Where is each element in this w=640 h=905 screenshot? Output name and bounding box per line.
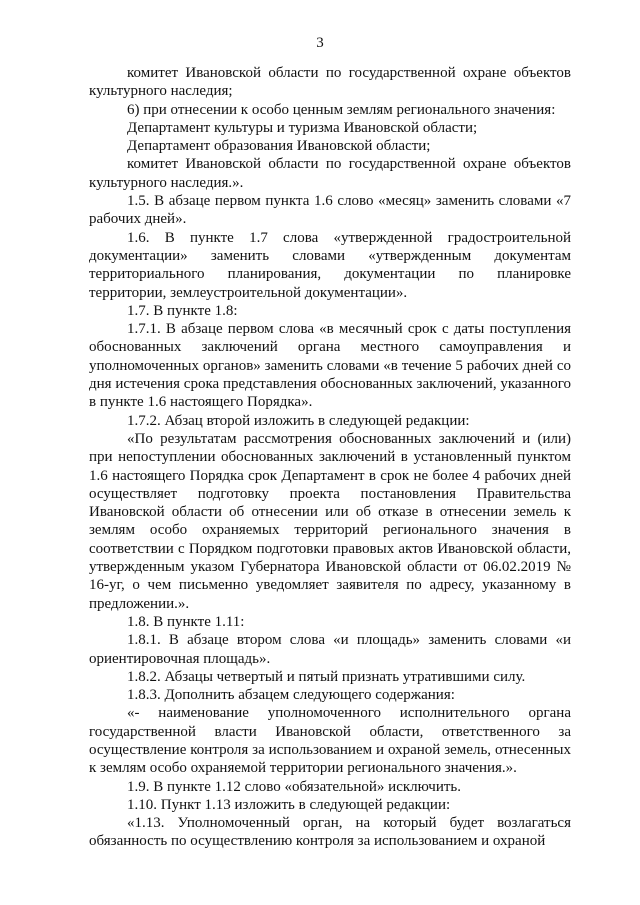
paragraph-quoted-authority: «- наименование уполномоченного исполнительного органа государственной власти Ивановской области, ответственного за осуществление контроля за использованием и охраной земель, отнесенных к землям особо охраняемой территории регионального значения.». <box>89 705 571 777</box>
paragraph-valuable-lands: 6) при отнесении к особо ценным землям регионального значения: <box>127 101 556 118</box>
paragraph-1-5: 1.5. В абзаце первом пункта 1.6 слово «месяц» заменить словами «7 рабочих дней». <box>89 193 571 228</box>
paragraph-1-10: 1.10. Пункт 1.13 изложить в следующей редакции: <box>127 796 451 813</box>
paragraph-1-6: 1.6. В пункте 1.7 слова «утвержденной градостроительной документации» заменить словами «утвержденным документам территориального планирования, документации по планировке территории, землеустроительной документации». <box>89 229 571 301</box>
paragraph-committee-heritage-end: комитет Ивановской области по государственной охране объектов культурного наследия.». <box>89 156 571 191</box>
paragraph-1-8-1: 1.8.1. В абзаце втором слова «и площадь» заменить словами «и ориентировочная площадь». <box>89 632 571 667</box>
paragraph-1-7: 1.7. В пункте 1.8: <box>127 302 238 319</box>
paragraph-1-13-start: «1.13. Уполномоченный орган, на который будет возлагаться обязанность по осуществлению контроля за использованием и охраной <box>89 815 571 850</box>
paragraph-1-9: 1.9. В пункте 1.12 слово «обязательной» исключить. <box>127 778 461 795</box>
paragraph-1-7-2: 1.7.2. Абзац второй изложить в следующей редакции: <box>127 412 470 429</box>
paragraph-quoted-results: «По результатам рассмотрения обоснованных заключений и (или) при непоступлении обоснованных заключений в установленный пунктом 1.6 настоящего Порядка срок Департамент в срок не более 4 рабочих дней осуществляет подготовку проекта постановления Правительства Ивановской области об отнесении или об отказе в отнесении земель к землям особо охраняемых территорий регионального значения в соответствии с Порядком подготовки правовых актов Ивановской области, утвержденным указом Губернатора Ивановской области от 06.02.2019 № 16-уг, о чем письменно уведомляет заявителя по адресу, указанному в предложении.». <box>89 430 571 612</box>
page-number: 3 <box>316 35 324 51</box>
document-body <box>89 64 571 851</box>
paragraph-dept-education: Департамент образования Ивановской области; <box>127 138 431 155</box>
paragraph-1-8-3: 1.8.3. Дополнить абзацем следующего содержания: <box>127 687 455 704</box>
paragraph-dept-culture: Департамент культуры и туризма Ивановской области; <box>127 119 478 136</box>
paragraph-1-7-1: 1.7.1. В абзаце первом слова «в месячный срок с даты поступления обоснованных заключений органа местного самоуправления и уполномоченных органов» заменить словами «в течение 5 рабочих дней со дня истечения срока представления обоснованных заключений, указанного в пункте 1.6 настоящего Порядка». <box>89 321 571 411</box>
paragraph-committee-heritage: комитет Ивановской области по государственной охране объектов культурного наследия; <box>89 65 571 100</box>
paragraph-1-8: 1.8. В пункте 1.11: <box>127 613 245 630</box>
paragraph-1-8-2: 1.8.2. Абзацы четвертый и пятый признать утратившими силу. <box>127 668 526 685</box>
